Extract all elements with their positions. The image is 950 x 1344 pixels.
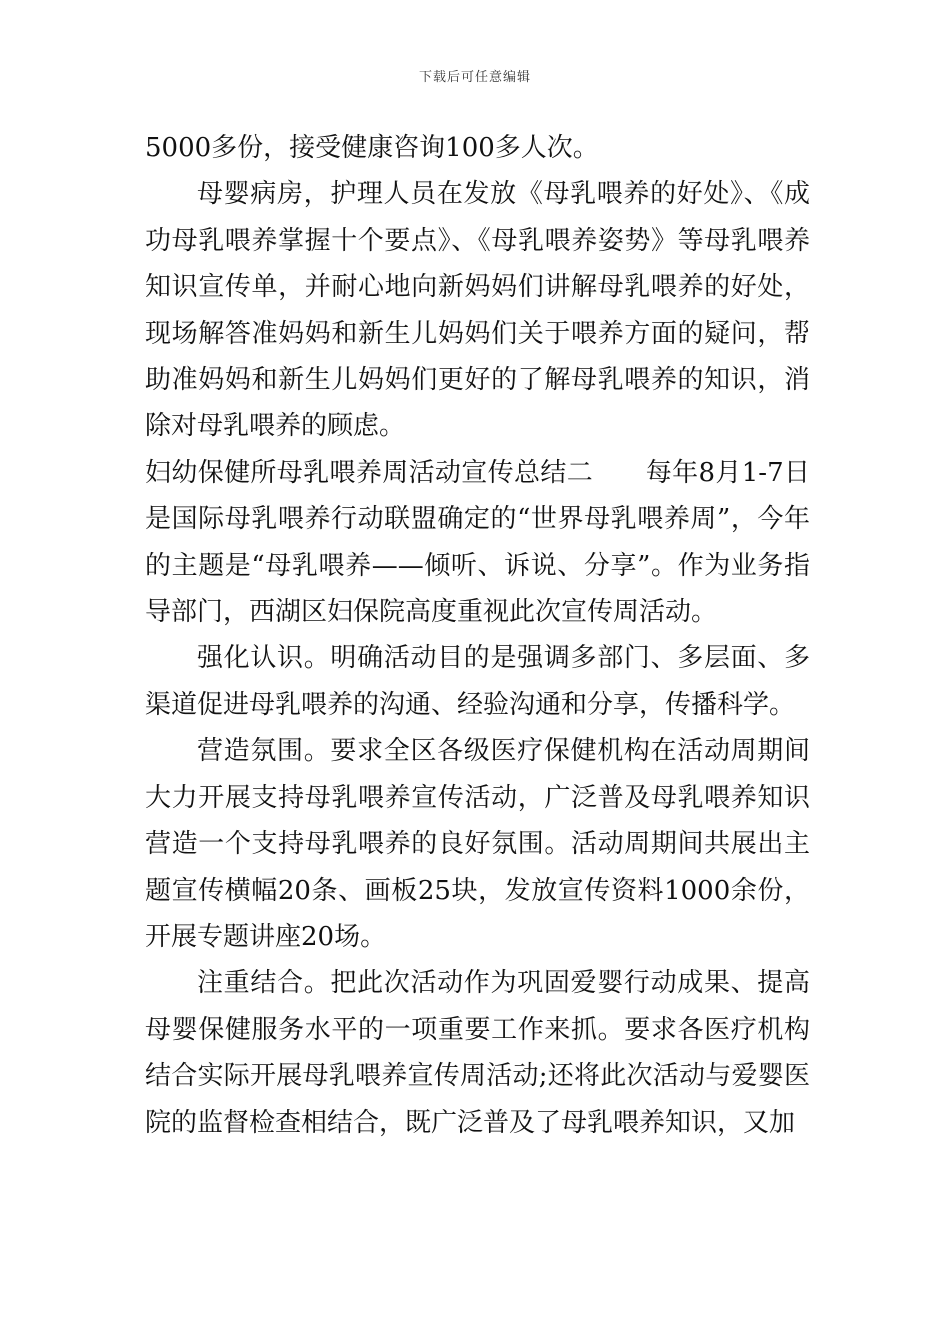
document-body (145, 125, 810, 1146)
paragraph-continuation: 5000多份，接受健康咨询100多人次。 (145, 133, 599, 163)
header-note: 下载后可任意编辑 (418, 70, 531, 85)
paragraph-summary-two-intro: 妇幼保健所母乳喂养周活动宣传总结二 每年8月1-7日是国际母乳喂养行动联盟确定的“世界母乳喂养周”，今年的主题是“母乳喂养——倾听、诉说、分享”。作为业务指导部门，西湖区妇保院高度重视此次宣传周活动。 (145, 457, 810, 628)
paragraph-maternity-ward: 母婴病房，护理人员在发放《母乳喂养的好处》、《成功母乳喂养掌握十个要点》、《母乳喂养姿势》等母乳喂养知识宣传单，并耐心地向新妈妈们讲解母乳喂养的好处，现场解答准妈妈和新生儿妈妈们关于喂养方面的疑问，帮助准妈妈和新生儿妈妈们更好的了解母乳喂养的知识，消除对母乳喂养的顾虑。 (145, 179, 810, 442)
paragraph-strengthen-awareness: 强化认识。明确活动目的是强调多部门、多层面、多渠道促进母乳喂养的沟通、经验沟通和分享，传播科学。 (145, 643, 810, 720)
paragraph-create-atmosphere: 营造氛围。要求全区各级医疗保健机构在活动周期间大力开展支持母乳喂养宣传活动，广泛普及母乳喂养知识营造一个支持母乳喂养的良好氛围。活动周期间共展出主题宣传横幅20条、画板25块，发放宣传资料1000余份，开展专题讲座20场。 (145, 736, 810, 952)
paragraph-focus-combination: 注重结合。把此次活动作为巩固爱婴行动成果、提高母婴保健服务水平的一项重要工作来抓。要求各医疗机构结合实际开展母乳喂养宣传周活动;还将此次活动与爱婴医院的监督检查相结合，既广泛普及了母乳喂养知识，又加 (145, 968, 810, 1138)
